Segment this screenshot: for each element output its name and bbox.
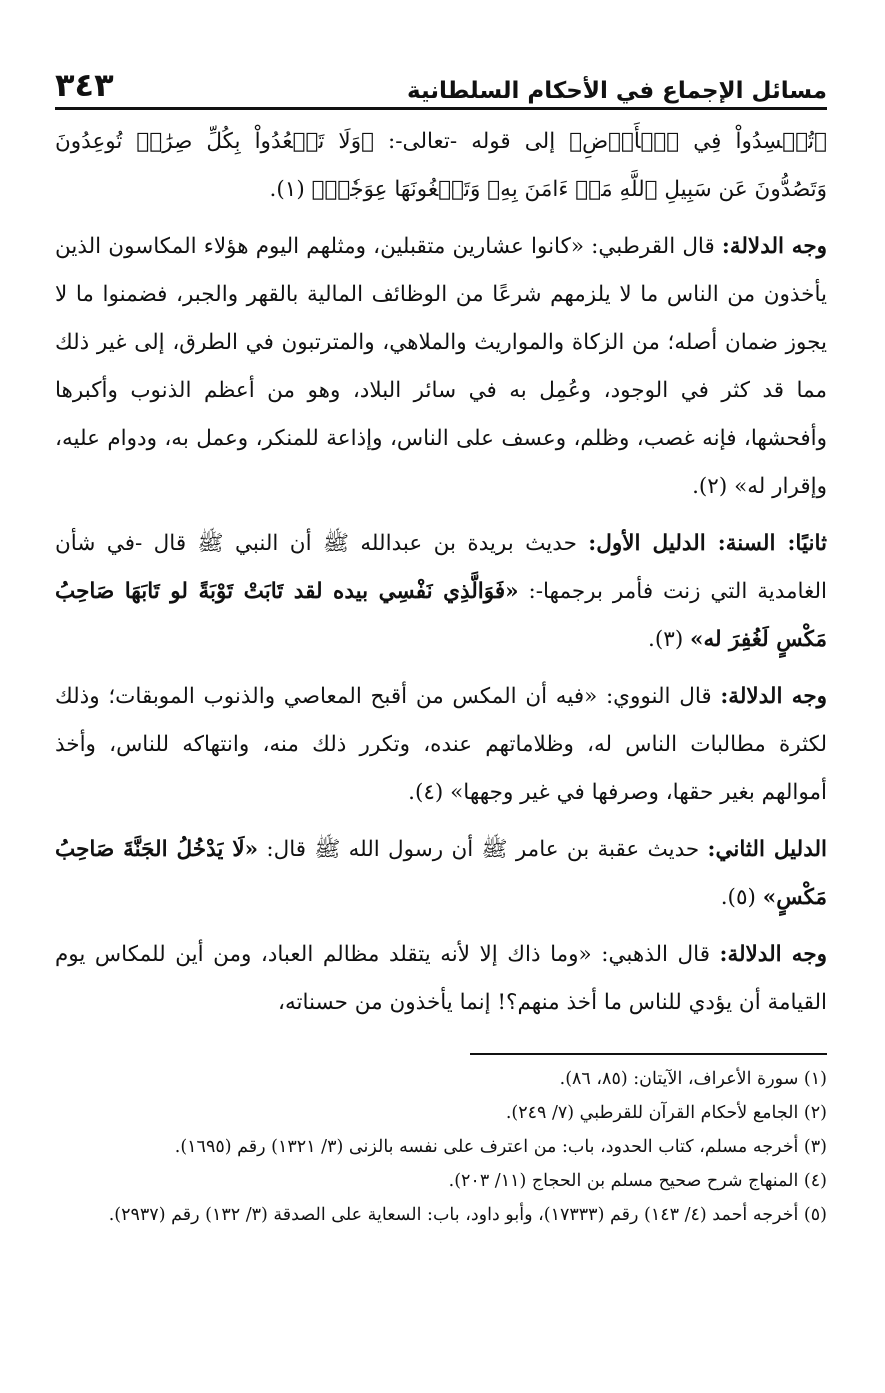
footnote: (٥) أخرجه أحمد (٤/ ١٤٣) رقم (١٧٣٣٣)، وأبو داود، باب: السعاية على الصدقة (٣/ ١٣٢) رقم (٢٩٣٧).	[108, 1205, 827, 1225]
main-text	[55, 118, 827, 1036]
paragraph-text: قال النووي: «فيه أن المكس من أقبح المعاصي والذنوب الموبقات؛ وذلك لكثرة مطالبات الناس له، وظلاماتهم عنده، وتكرر ذلك منه، وانتهاكه للناس، وأخذ أموالهم بغير حقها، وصرفها في غير وجهها» (٤).	[55, 684, 827, 805]
header-rule	[55, 107, 827, 110]
section-label: وجه الدلالة:	[719, 942, 827, 967]
paragraph-text: حديث بريدة بن عبدالله ﷺ أن النبي ﷺ قال -في شأن الغامدية التي زنت فأمر برجمها-:	[55, 531, 827, 604]
footnotes	[55, 1062, 827, 1232]
footnote: (١) سورة الأعراف، الآيتان: (٨٥، ٨٦).	[559, 1069, 827, 1089]
section-label: ثانيًا: السنة: الدليل الأول:	[588, 531, 827, 556]
paragraph-text: قال القرطبي: «كانوا عشارين متقبلين، ومثلهم اليوم هؤلاء المكاسون الذين يأخذون من الناس ما لا يلزمهم شرعًا من الوظائف المالية بالقهر والجبر، فضمنوا ما لا يجوز ضمان أصله؛ من الزكاة والمواريث والملاهي، والمترتبون في الطرق، إلى غير ذلك مما قد كثر في الوجود، وعُمِل به في سائر البلاد، وهو من أعظم الذنوب وأكبرها وأفحشها، فإنه غصب، وظلم، وعسف على الناس، وإذاعة للمنكر، وعمل به، ودوام عليه، وإقرار له» (٢).	[55, 234, 827, 499]
footnote-ref: (٥).	[720, 885, 763, 910]
paragraph-sunnah-first-evidence	[55, 520, 827, 664]
paragraph-dhahabi	[55, 931, 827, 1027]
quran-verse: ﴿تُفۡسِدُواْ فِي ٱلۡأَرۡضِ﴾ إلى قوله -تعالى-: ﴿وَلَا تَقۡعُدُواْ بِكُلِّ صِرَٰطٖ تُوعِدُونَ وَتَصُدُّونَ عَن سَبِيلِ ٱللَّهِ مَنۡ ءَامَنَ بِهِۦ وَتَبۡغُونَهَا عِوَجٗاۚ﴾ (١).	[55, 129, 827, 202]
section-label: وجه الدلالة:	[720, 684, 827, 709]
page-number: ٣٤٣	[55, 66, 114, 104]
paragraph-qurtubi	[55, 223, 827, 511]
quran-verse-paragraph	[55, 118, 827, 214]
paragraph-text: قال الذهبي: «وما ذاك إلا لأنه يتقلد مظالم العباد، ومن أين للمكاس يوم القيامة أن يؤدي للناس ما أخذ منهم؟! إنما يأخذون من حسناته،	[55, 942, 827, 1015]
footnote: (٣) أخرجه مسلم، كتاب الحدود، باب: من اعترف على نفسه بالزنى (٣/ ١٣٢١) رقم (١٦٩٥).	[174, 1137, 827, 1157]
running-title: مسائل الإجماع في الأحكام السلطانية	[407, 78, 827, 104]
paragraph-text: حديث عقبة بن عامر ﷺ أن رسول الله ﷺ قال:	[258, 837, 708, 862]
section-label: وجه الدلالة:	[721, 234, 828, 259]
section-label: الدليل الثاني:	[707, 837, 827, 862]
footnote-ref: (٣).	[648, 627, 691, 652]
page-header	[55, 56, 827, 104]
hadith-text: «لَا يَدْخُلُ الجَنَّةَ صَاحِبُ مَكْسٍ»	[55, 837, 827, 910]
hadith-text: «فَوَالَّذِي نَفْسِي بيده لقد تَابَتْ تَوْبَةً لو تَابَهَا صَاحِبُ مَكْسٍ لَغُفِرَ له»	[55, 579, 827, 652]
footnote: (٤) المنهاج شرح صحيح مسلم بن الحجاج (١١/ ٢٠٣).	[448, 1171, 827, 1191]
paragraph-second-evidence	[55, 826, 827, 922]
paragraph-nawawi	[55, 673, 827, 817]
footnote: (٢) الجامع لأحكام القرآن للقرطبي (٧/ ٢٤٩).	[505, 1103, 827, 1123]
footnote-separator	[470, 1053, 827, 1055]
